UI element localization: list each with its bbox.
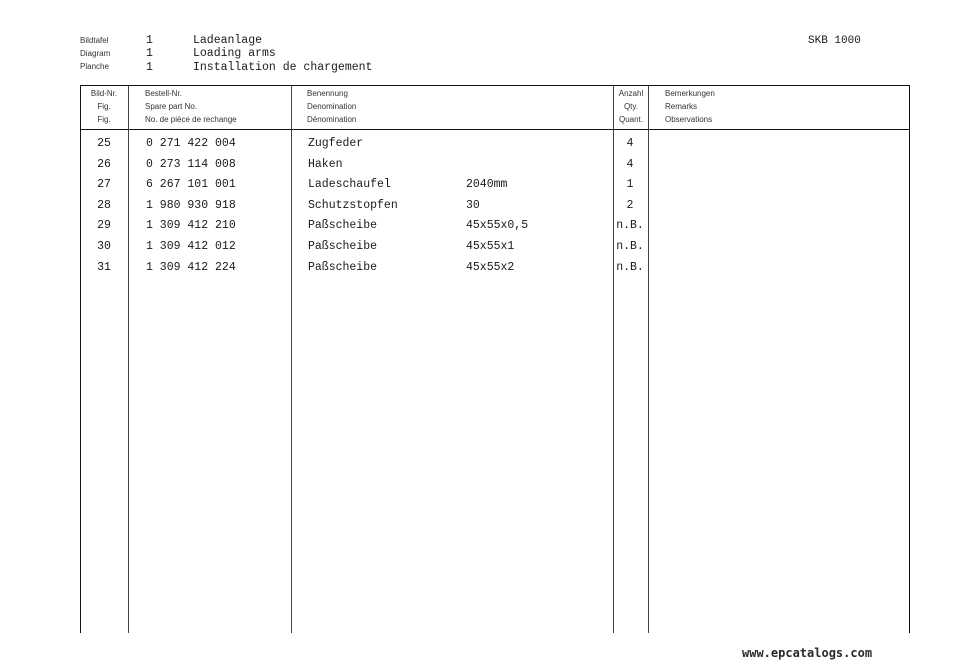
cell-qty: 2 <box>626 199 634 212</box>
cell-fig: 25 <box>97 137 111 150</box>
cell-spec: 30 <box>466 199 480 212</box>
cell-name: Paßscheibe <box>308 240 378 253</box>
cell-name: Haken <box>308 158 343 171</box>
cell-qty: n.B. <box>616 219 644 232</box>
column-header-name: Benennung Denomination Dénomination <box>307 89 357 124</box>
column-header-remarks: Bemerkungen Remarks Observations <box>665 89 715 124</box>
cell-qty: 4 <box>626 158 634 171</box>
table-row <box>80 137 910 157</box>
table-row <box>80 199 910 219</box>
column-header-qty: Anzahl Qty. Quant. <box>618 89 644 124</box>
cell-spec: 45x55x1 <box>466 240 515 253</box>
cell-part-number: 1 309 412 012 <box>146 240 236 253</box>
header-diagram-number-fr: 1 <box>146 61 153 74</box>
table-row <box>80 178 910 198</box>
header-label-diagram-de: Bildtafel <box>80 36 109 45</box>
cell-part-number: 1 309 412 224 <box>146 261 236 274</box>
cell-part-number: 0 271 422 004 <box>146 137 236 150</box>
cell-name: Zugfeder <box>308 137 364 150</box>
table-row <box>80 240 910 260</box>
cell-fig: 27 <box>97 178 111 191</box>
cell-name: Paßscheibe <box>308 261 378 274</box>
header-title-fr: Installation de chargement <box>193 61 373 74</box>
cell-qty: 1 <box>626 178 634 191</box>
footer-website-link[interactable]: www.epcatalogs.com <box>742 646 873 660</box>
cell-fig: 31 <box>97 261 111 274</box>
header-diagram-number-de: 1 <box>146 34 153 47</box>
cell-fig: 29 <box>97 219 111 232</box>
header-label-diagram-en: Diagram <box>80 49 111 58</box>
table-row <box>80 261 910 281</box>
document-code: SKB 1000 <box>808 35 861 47</box>
header-title-de: Ladeanlage <box>193 34 263 47</box>
cell-spec: 45x55x2 <box>466 261 515 274</box>
cell-part-number: 6 267 101 001 <box>146 178 236 191</box>
cell-spec: 45x55x0,5 <box>466 219 529 232</box>
cell-fig: 26 <box>97 158 111 171</box>
column-header-part: Bestell-Nr. Spare part No. No. de pièce de rechange <box>145 89 237 124</box>
cell-part-number: 0 273 114 008 <box>146 158 236 171</box>
cell-part-number: 1 309 412 210 <box>146 219 236 232</box>
header-label-diagram-fr: Planche <box>80 62 109 71</box>
cell-spec: 2040mm <box>466 178 508 191</box>
cell-fig: 30 <box>97 240 111 253</box>
column-header-fig: Bild-Nr. Fig. Fig. <box>90 89 118 124</box>
table-header-separator <box>80 129 910 130</box>
cell-qty: 4 <box>626 137 634 150</box>
cell-name: Schutzstopfen <box>308 199 398 212</box>
cell-name: Ladeschaufel <box>308 178 391 191</box>
cell-fig: 28 <box>97 199 111 212</box>
cell-qty: n.B. <box>616 261 644 274</box>
table-row <box>80 158 910 178</box>
header-diagram-number-en: 1 <box>146 47 153 60</box>
cell-name: Paßscheibe <box>308 219 378 232</box>
cell-qty: n.B. <box>616 240 644 253</box>
cell-part-number: 1 980 930 918 <box>146 199 236 212</box>
table-row <box>80 219 910 239</box>
header-title-en: Loading arms <box>193 47 276 60</box>
